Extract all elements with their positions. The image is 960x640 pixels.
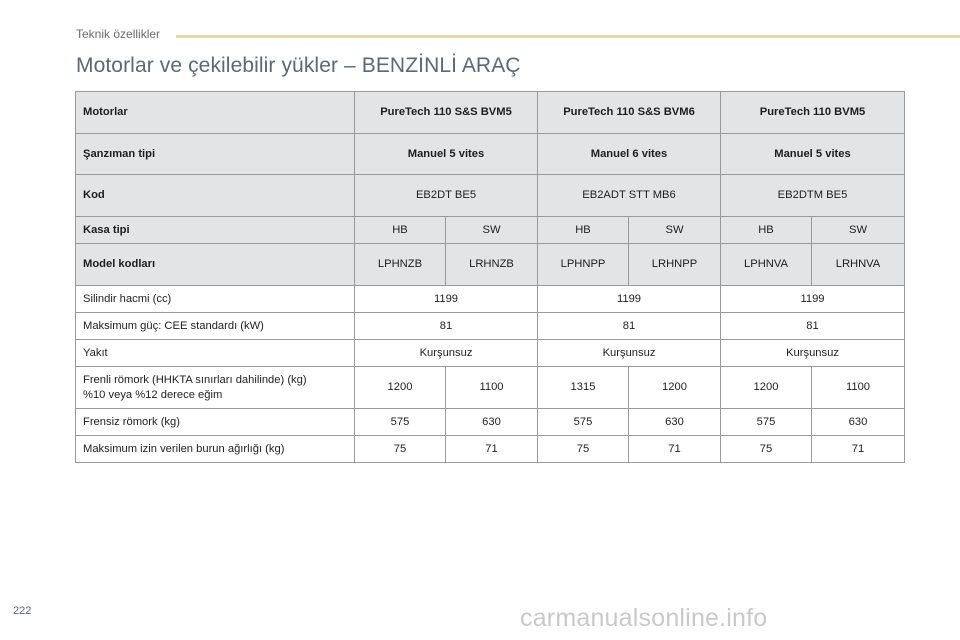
code-cell: EB2ADT STT MB6: [538, 175, 721, 217]
row-label-line: Frenli römork (HHKTA sınırları dahilinde) (kg): [83, 373, 307, 386]
body-cell: HB: [721, 217, 812, 244]
body-cell: SW: [446, 217, 538, 244]
model-cell: LPHNVA: [721, 244, 812, 286]
row-displacement: [76, 286, 905, 313]
row-label-line: %10 veya %12 derece eğim: [83, 388, 223, 401]
row-body-type: [76, 217, 905, 244]
fuel-cell: Kurşunsuz: [538, 340, 721, 367]
header-rule: [176, 35, 960, 38]
power-cell: 81: [721, 313, 905, 340]
power-cell: 81: [355, 313, 538, 340]
nose-cell: 71: [629, 436, 721, 463]
body-cell: HB: [355, 217, 446, 244]
body-cell: SW: [812, 217, 905, 244]
braked-cell: 1100: [812, 367, 905, 409]
row-label: Şanzıman tipi: [76, 134, 355, 175]
row-model-codes: [76, 244, 905, 286]
nose-cell: 75: [538, 436, 629, 463]
gearbox-cell: Manuel 5 vites: [355, 134, 538, 175]
motor-header: PureTech 110 S&S BVM5: [355, 92, 538, 134]
motor-header: PureTech 110 BVM5: [721, 92, 905, 134]
row-label: Frensiz römork (kg): [76, 409, 355, 436]
nose-cell: 71: [812, 436, 905, 463]
displacement-cell: 1199: [721, 286, 905, 313]
row-label: Maksimum izin verilen burun ağırlığı (kg): [76, 436, 355, 463]
row-gearbox: [76, 134, 905, 175]
unbraked-cell: 630: [629, 409, 721, 436]
row-label: Maksimum güç: CEE standardı (kW): [76, 313, 355, 340]
row-label: Kasa tipi: [76, 217, 355, 244]
row-max-power: [76, 313, 905, 340]
braked-cell: 1315: [538, 367, 629, 409]
unbraked-cell: 575: [538, 409, 629, 436]
gearbox-cell: Manuel 5 vites: [721, 134, 905, 175]
displacement-cell: 1199: [355, 286, 538, 313]
code-cell: EB2DT BE5: [355, 175, 538, 217]
nose-cell: 75: [355, 436, 446, 463]
model-cell: LPHNPP: [538, 244, 629, 286]
row-motors: [76, 92, 905, 134]
row-unbraked-trailer: [76, 409, 905, 436]
row-fuel: [76, 340, 905, 367]
code-cell: EB2DTM BE5: [721, 175, 905, 217]
row-braked-trailer: [76, 367, 905, 409]
page-number: 222: [13, 605, 32, 617]
model-cell: LPHNZB: [355, 244, 446, 286]
page-title: Motorlar ve çekilebilir yükler – BENZİNLİ ARAÇ: [76, 54, 521, 77]
row-label: Motorlar: [76, 92, 355, 134]
braked-cell: 1200: [629, 367, 721, 409]
specs-table: [75, 91, 905, 463]
row-label: Model kodları: [76, 244, 355, 286]
row-label: [76, 367, 355, 409]
row-code: [76, 175, 905, 217]
unbraked-cell: 575: [721, 409, 812, 436]
section-label: Teknik özellikler: [76, 27, 161, 41]
fuel-cell: Kurşunsuz: [721, 340, 905, 367]
braked-cell: 1100: [446, 367, 538, 409]
row-label: Silindir hacmi (cc): [76, 286, 355, 313]
model-cell: LRHNPP: [629, 244, 721, 286]
unbraked-cell: 630: [446, 409, 538, 436]
unbraked-cell: 575: [355, 409, 446, 436]
unbraked-cell: 630: [812, 409, 905, 436]
motor-header: PureTech 110 S&S BVM6: [538, 92, 721, 134]
watermark: carmanualsonline.info: [520, 604, 768, 632]
model-cell: LRHNVA: [812, 244, 905, 286]
nose-cell: 71: [446, 436, 538, 463]
gearbox-cell: Manuel 6 vites: [538, 134, 721, 175]
displacement-cell: 1199: [538, 286, 721, 313]
body-cell: HB: [538, 217, 629, 244]
nose-cell: 75: [721, 436, 812, 463]
fuel-cell: Kurşunsuz: [355, 340, 538, 367]
row-nose-weight: [76, 436, 905, 463]
body-cell: SW: [629, 217, 721, 244]
braked-cell: 1200: [355, 367, 446, 409]
model-cell: LRHNZB: [446, 244, 538, 286]
power-cell: 81: [538, 313, 721, 340]
braked-cell: 1200: [721, 367, 812, 409]
row-label: Kod: [76, 175, 355, 217]
row-label: Yakıt: [76, 340, 355, 367]
